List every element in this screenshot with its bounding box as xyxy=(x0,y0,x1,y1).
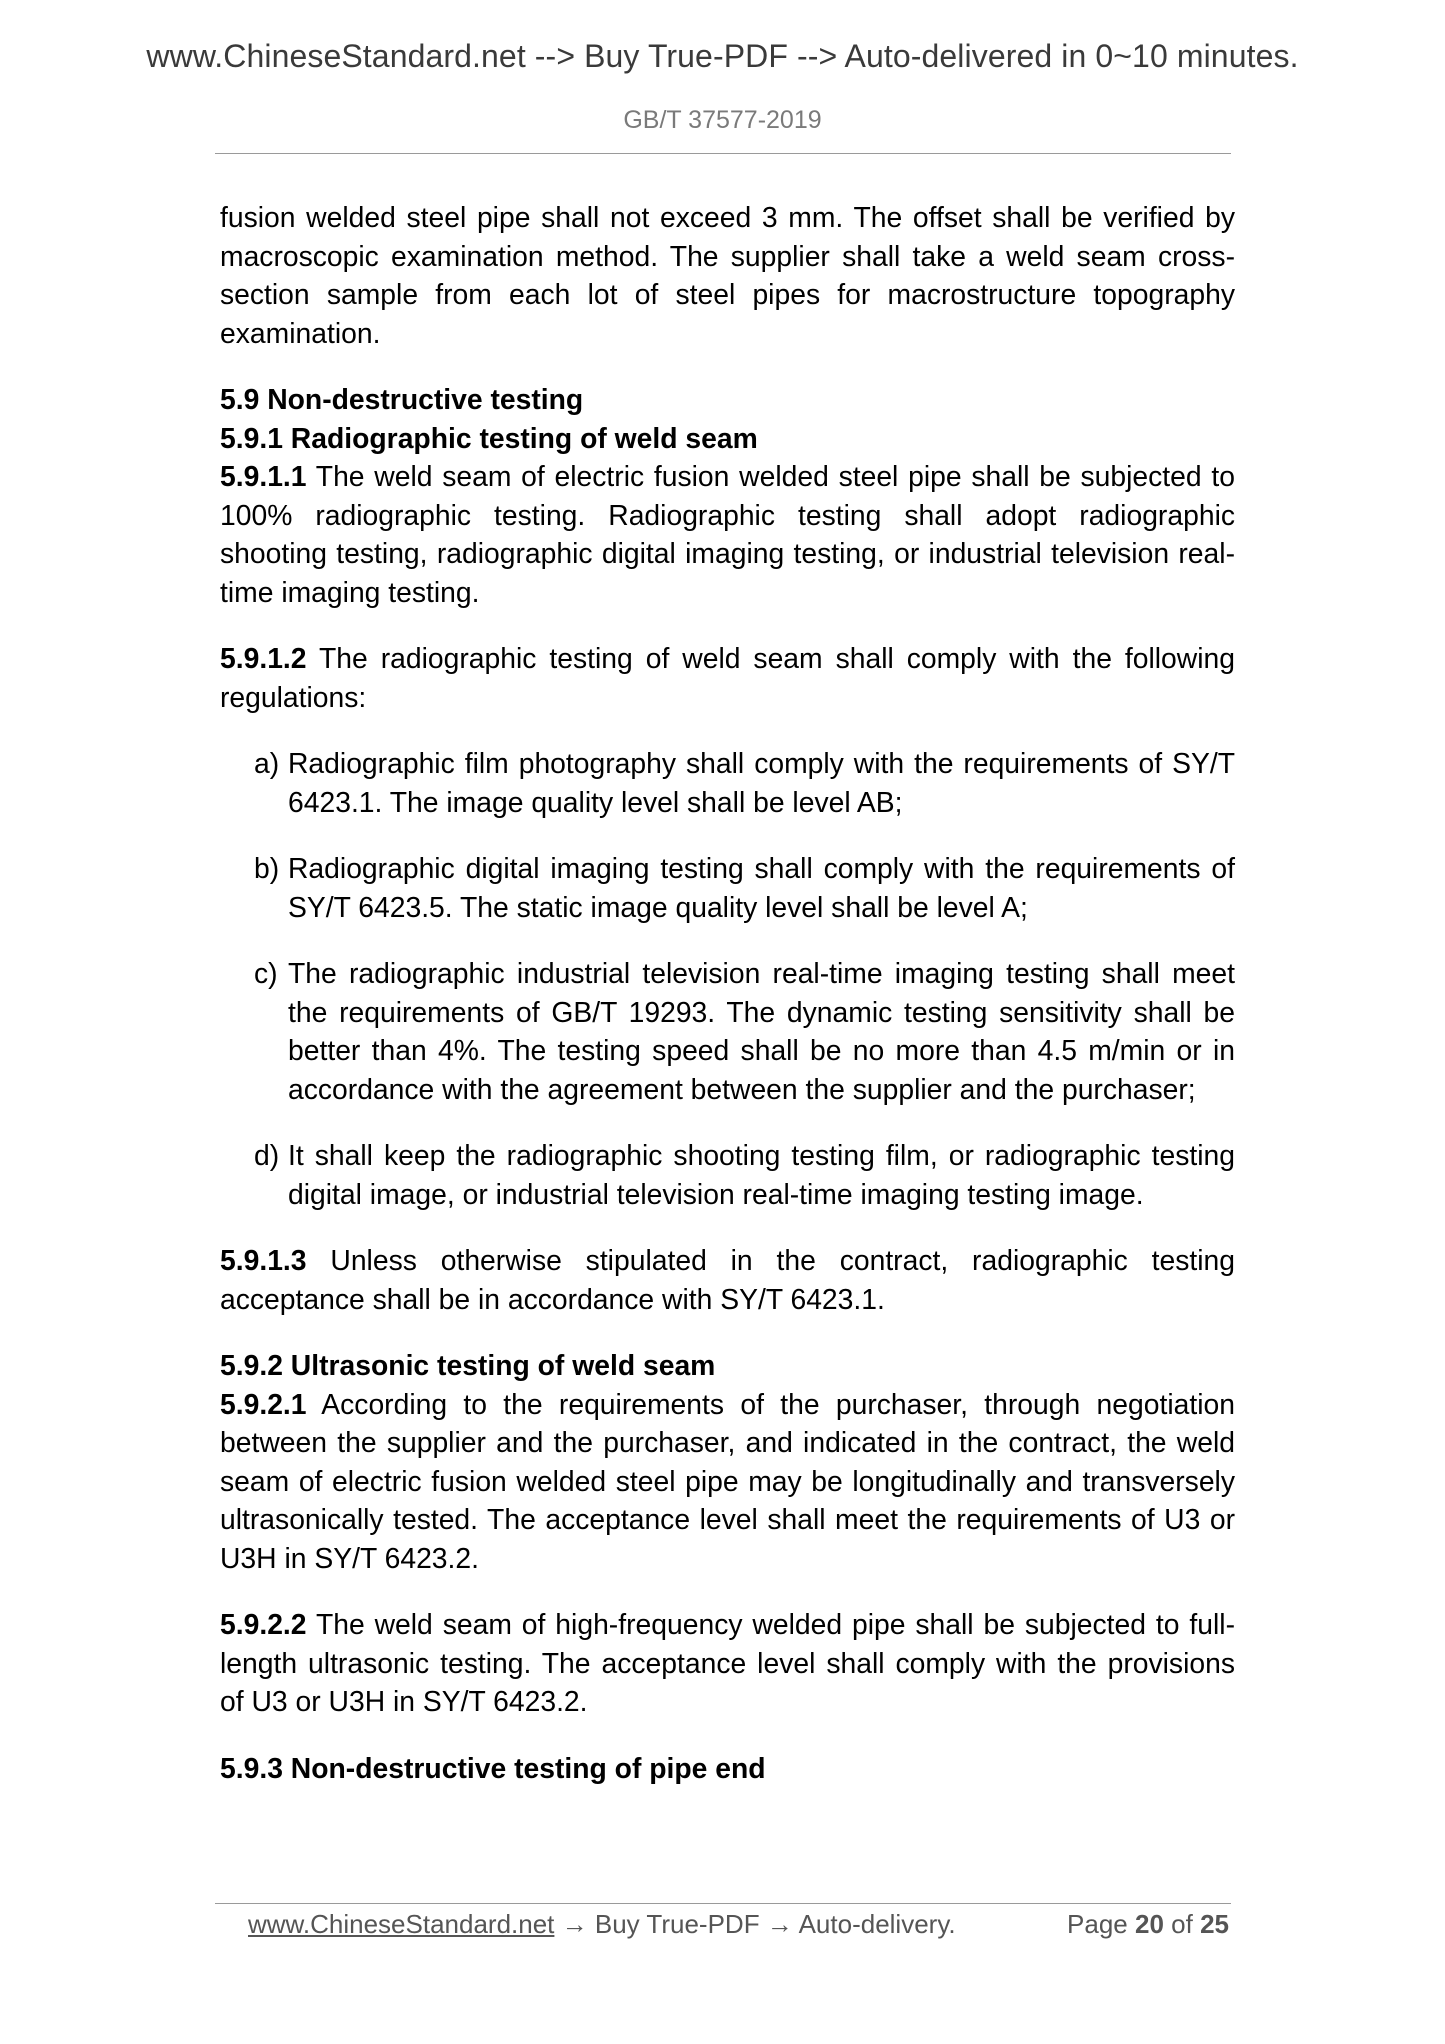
total-pages-number: 25 xyxy=(1200,1909,1229,1939)
list-marker: b) xyxy=(254,852,280,884)
footer-divider xyxy=(215,1903,1231,1904)
document-body xyxy=(220,198,1235,1787)
list-item-b xyxy=(220,849,1235,926)
clause-5-9-2-2 xyxy=(220,1605,1235,1721)
document-code: GB/T 37577-2019 xyxy=(623,106,822,134)
clause-number: 5.9.1.2 xyxy=(220,642,307,674)
list-item-d xyxy=(220,1136,1235,1213)
list-marker: a) xyxy=(254,747,280,779)
header-divider xyxy=(215,153,1231,154)
list-marker: d) xyxy=(254,1139,280,1171)
footer-site-link[interactable]: www.ChineseStandard.net xyxy=(248,1909,555,1939)
clause-number: 5.9.1.3 xyxy=(220,1244,307,1276)
clause-text: The weld seam of electric fusion welded steel pipe shall be subjected to 100% radiographic testing. Radiographic testing shall adopt radiographic shooting testing, radiographic digital imaging testing, or industrial television real-time imaging testing. xyxy=(220,460,1235,608)
list-item-text: Radiographic digital imaging testing shall comply with the requirements of SY/T 6423.5. The static image quality level shall be level A; xyxy=(288,852,1235,923)
footer-delivery-text: Auto-delivery. xyxy=(792,1909,956,1939)
intro-paragraph: fusion welded steel pipe shall not exceed 3 mm. The offset shall be verified by macroscopic examination method. The supplier shall take a weld seam cross-section sample from each lot of steel pipes for macrostructure topography examination. xyxy=(220,201,1235,349)
site-banner: www.ChineseStandard.net --> Buy True-PDF --> Auto-delivered in 0~10 minutes. xyxy=(146,38,1299,74)
list-item-a xyxy=(220,744,1235,821)
arrow-right-icon: → xyxy=(561,1909,588,1939)
clause-text: According to the requirements of the purchaser, through negotiation between the supplier and the purchaser, and indicated in the contract, the weld seam of electric fusion welded steel pipe may be longitudinally and transversely ultrasonically tested. The acceptance level shall meet the requirements of U3 or U3H in SY/T 6423.2. xyxy=(220,1387,1235,1574)
footer-buy-text: Buy True-PDF xyxy=(587,1909,767,1939)
list-marker: c) xyxy=(254,957,278,989)
clause-5-9-1-2 xyxy=(220,639,1235,716)
page-indicator xyxy=(1067,1909,1229,1940)
arrow-right-icon: → xyxy=(766,1909,793,1939)
section-heading-5-9-1: 5.9.1 Radiographic testing of weld seam xyxy=(220,421,758,454)
clause-text: The radiographic testing of weld seam shall comply with the following regulations: xyxy=(220,642,1235,713)
clause-5-9-2-1 xyxy=(220,1385,1235,1578)
page-footer xyxy=(248,1909,1233,1945)
clause-number: 5.9.1.1 xyxy=(220,460,307,492)
list-item-text: The radiographic industrial television real-time imaging testing shall meet the requirements of GB/T 19293. The dynamic testing sensitivity shall be better than 4%. The testing speed shall be no more than 4.5 m/min or in accordance with the agreement between the supplier and the purchaser; xyxy=(288,957,1235,1105)
clause-number: 5.9.2.1 xyxy=(220,1387,307,1420)
page-label: Page xyxy=(1067,1909,1128,1939)
clause-number: 5.9.2.2 xyxy=(220,1608,307,1640)
section-heading-5-9: 5.9 Non-destructive testing xyxy=(220,383,584,415)
section-heading-5-9-2: 5.9.2 Ultrasonic testing of weld seam xyxy=(220,1349,716,1381)
clause-5-9-1-1 xyxy=(220,457,1235,611)
section-heading-5-9-3: 5.9.3 Non-destructive testing of pipe end xyxy=(220,1751,766,1784)
of-label: of xyxy=(1171,1909,1193,1939)
clause-text: Unless otherwise stipulated in the contract, radiographic testing acceptance shall be in accordance with SY/T 6423.1. xyxy=(220,1244,1235,1315)
list-item-text: Radiographic film photography shall comply with the requirements of SY/T 6423.1. The image quality level shall be level AB; xyxy=(288,747,1235,818)
clause-text: The weld seam of high-frequency welded pipe shall be subjected to full-length ultrasonic testing. The acceptance level shall comply with the provisions of U3 or U3H in SY/T 6423.2. xyxy=(220,1608,1235,1717)
list-item-text: It shall keep the radiographic shooting testing film, or radiographic testing digital image, or industrial television real-time imaging testing image. xyxy=(288,1139,1235,1210)
footer-promo xyxy=(248,1909,956,1940)
clause-5-9-1-3 xyxy=(220,1241,1235,1318)
list-item-c xyxy=(220,954,1235,1108)
current-page-number: 20 xyxy=(1135,1909,1164,1939)
